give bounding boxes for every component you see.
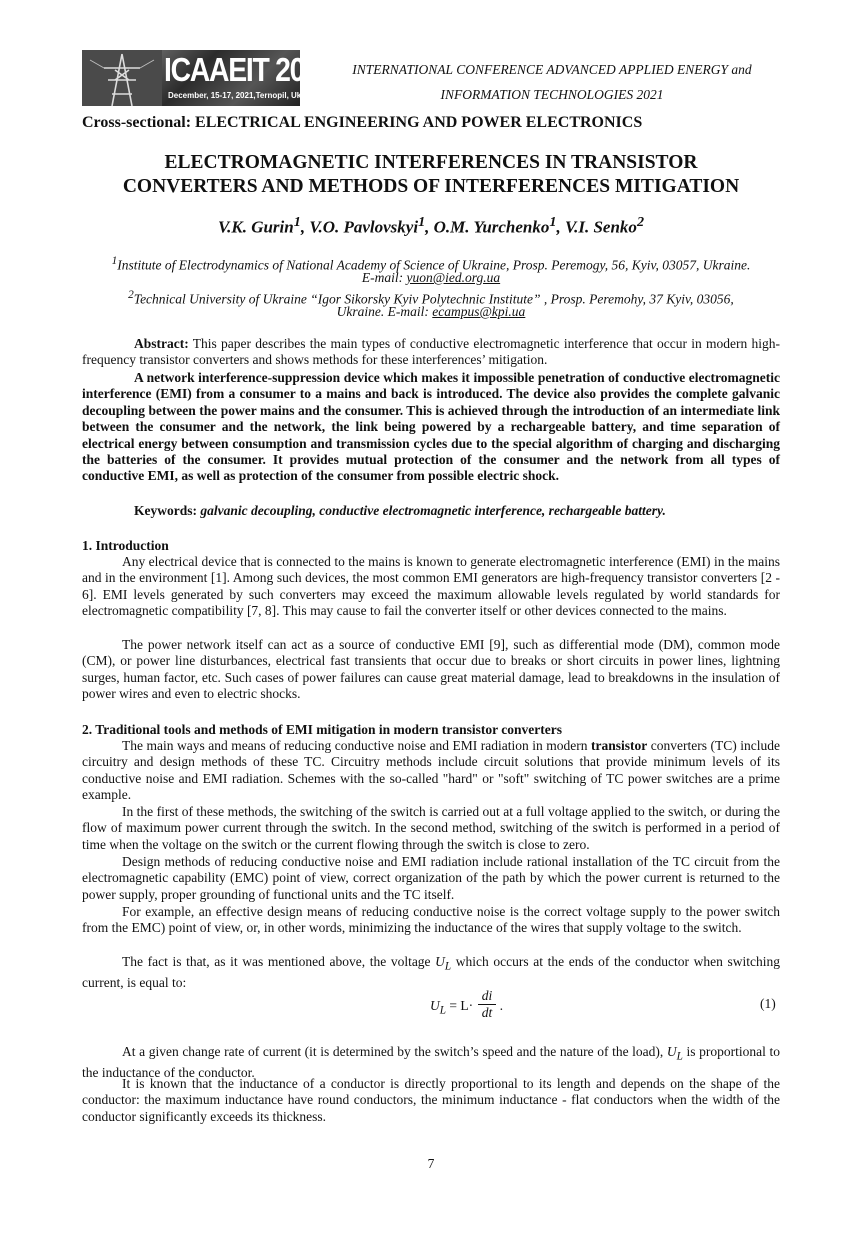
bold-term: transistor xyxy=(591,738,648,753)
section-2-heading: 2. Traditional tools and methods of EMI mitigation in modern transistor converters xyxy=(82,722,562,737)
equation-lhs xyxy=(430,998,473,1017)
section-2-paragraph-4: For example, an effective design means of reducing conductive noise is the correct voltage supply to the power switch from the EMC) point of view, or, in other words, minimizing the inductance of the wires that supply voltage to the switch. xyxy=(82,904,780,936)
variable-subscript: L xyxy=(444,960,452,973)
section-1-paragraph-2: The power network itself can act as a source of conductive EMI [9], such as differential mode (DM), common mode (CM), or power line disturbances, electrical fast transients that occur due to breaks or short circuits in power lines, lightning surges, human factor, etc. Such cases of power failures can cause great material damage, lead to breakdowns in the insulation of power wires and even to electric shocks. xyxy=(82,637,780,702)
email-label: E-mail: xyxy=(361,270,407,285)
logo-title: ICAAEIT 2021 xyxy=(164,51,334,88)
equation-period: . xyxy=(500,998,504,1013)
section-2-paragraph-3: Design methods of reducing conductive noise and EMI radiation include rational installation of the TC circuit from the electromagnetic capability (EMC) point of view, correct organization of the path by which the power current is returned to the power supply, proper grounding of functional units and the TC itself. xyxy=(82,854,780,902)
abstract-label: Abstract: xyxy=(134,336,189,351)
conference-name-line2: INFORMATION TECHNOLOGIES 2021 xyxy=(440,87,664,102)
paper-title-line1: ELECTROMAGNETIC INTERFERENCES IN TRANSISTOR xyxy=(164,152,698,173)
section-2-paragraph-7: It is known that the inductance of a conductor is directly proportional to its length and depends on the shape of the conductor: the maximum inductance have round conductors, the minimum inductance - flat conductors when the width of the conductor significantly exceeds its thickness. xyxy=(82,1076,780,1124)
conference-name-line1: INTERNATIONAL CONFERENCE ADVANCED APPLIED ENERGY and xyxy=(352,62,752,77)
keywords-label: Keywords: xyxy=(134,503,201,518)
section-2-paragraph-1 xyxy=(82,738,780,804)
paragraph-text: The fact is that, as it was mentioned above, the voltage xyxy=(122,954,436,969)
author-name: V.I. Senko xyxy=(564,217,637,237)
equation-sub: L xyxy=(439,1004,447,1017)
abstract-bold-paragraph: A network interference-suppression device which makes it impossible penetration of conductive electromagnetic interference (EMI) from a consumer to a mains and back is introduced. The device also provides the complete galvanic decoupling between the power mains and the consumer. This is achieved through the introduction of an intermediate link between the consumer and the network, the link being powered by a rechargeable battery, and time separation of electrical energy between consumption and transmission cycles due to the special algorithm of charging and discharging the batteries of the consumer. It provides mutual protection of the consumer and the network from all types of conductive EMI, as well as protection of the consumer from possible electric shock. xyxy=(82,370,780,484)
section-1-paragraph-1: Any electrical device that is connected to the mains is known to generate electromagnetic interference (EMI) in the mains and in the environment [1]. Among such devices, the most common EMI generators are high-frequency transistor converters [2 - 6]. EMI levels generated by such converters may exceed the maximum allowable levels regulated by world standards for electromagnetic compatibility [7, 8]. This may cause to fail the converter itself or other devices connected to the mains. xyxy=(82,554,780,619)
paragraph-text: converters (TC) include circuitry and design methods of these TC. Circuitry methods include circuit solutions that provide minimum levels of its conductive noise and EMI radiation. Schemes with the so-called "hard" or "soft" switching of TC power switches are a prime example. xyxy=(82,738,780,803)
affiliation-2-email-link[interactable]: ecampus@kpi.ua xyxy=(432,304,526,319)
author-affiliation-mark: 1 xyxy=(293,214,301,230)
equation-1 xyxy=(430,988,510,1026)
keywords-line xyxy=(134,503,666,519)
affiliation-1-text: Institute of Electrodynamics of National Academy of Science of Ukraine, Prosp. Peremogy, 56, Kyiv, 03057, Ukraine. xyxy=(117,257,751,273)
affiliation-2-text: Technical University of Ukraine “Igor Sikorsky Kyiv Polytechnic Institute” , Prosp. Peremohy, 37 Kyiv, 03056, xyxy=(133,291,734,307)
section-2-paragraph-2: In the first of these methods, the switching of the switch is carried out at a full voltage applied to the switch, or during the flow of maximum power current through the switch. In the second method, switching of the switch is performed in a period of time when the voltage on the switch or the current flowing through the switch is close to zero. xyxy=(82,804,780,852)
affiliation-1-line2 xyxy=(82,270,780,286)
variable-subscript: L xyxy=(676,1050,683,1063)
conference-logo xyxy=(82,50,334,106)
affiliation-2-line2 xyxy=(82,304,780,320)
variable-u: U xyxy=(666,1044,677,1059)
author-name: V.K. Gurin xyxy=(217,217,294,237)
author-affiliation-mark: 2 xyxy=(636,214,645,230)
paragraph-text: which occurs at the ends of the conductor when switching current, is equal to: xyxy=(82,954,780,991)
keywords-text: galvanic decoupling, conductive electromagnetic interference, rechargeable battery. xyxy=(200,503,666,518)
paragraph-text: is proportional to the inductance of the conductor. xyxy=(82,1044,780,1081)
paragraph-text: At a given change rate of current (it is determined by the switch’s speed and the nature of the load), xyxy=(122,1044,667,1059)
variable-u: U xyxy=(435,954,445,969)
equation-number: (1) xyxy=(760,996,776,1011)
equation-var: U xyxy=(430,998,440,1013)
fraction-numerator: di xyxy=(478,988,496,1005)
abstract-text: This paper describes the main types of conductive electromagnetic interference that occur in modern high-frequency transistor converters and shows methods for these interferences’ mitigation. xyxy=(82,336,780,368)
section-2-paragraph-5 xyxy=(82,954,780,992)
paper-title-line2: CONVERTERS AND METHODS OF INTERFERENCES MITIGATION xyxy=(122,176,740,197)
author-name: O.M. Yurchenko xyxy=(433,217,550,237)
section-1-heading: 1. Introduction xyxy=(82,538,169,553)
logo-subtitle: December, 15-17, 2021,Ternopil, Ukraine xyxy=(168,91,321,100)
affiliation-2-text-cont: Ukraine. E-mail: xyxy=(336,304,433,319)
author-name: V.O. Pavlovskyi xyxy=(309,217,419,237)
abstract-paragraph xyxy=(82,336,780,369)
power-pylon-icon xyxy=(82,50,162,106)
author-list: V.K. Gurin$^1$, V.O. Pavlovskyi$^1$, O.M. Yurchenko$^1$, V.I. Senko$^2$ xyxy=(217,214,645,237)
paragraph-text: The main ways and means of reducing conductive noise and EMI radiation in modern xyxy=(122,738,592,753)
cross-sectional-heading: Cross-sectional: ELECTRICAL ENGINEERING AND POWER ELECTRONICS xyxy=(82,114,643,131)
affiliation-1-email-link[interactable]: yuon@ied.org.ua xyxy=(406,270,501,285)
page-number: 7 xyxy=(427,1156,435,1171)
author-affiliation-mark: 1 xyxy=(549,214,557,230)
fraction-denominator: dt xyxy=(481,1005,493,1020)
affiliation-mark: 1 xyxy=(111,255,118,267)
author-affiliation-mark: 1 xyxy=(418,214,426,230)
equation-mid: = L· xyxy=(446,998,474,1013)
equation-fraction xyxy=(478,988,496,1021)
affiliation-mark: 2 xyxy=(128,289,134,301)
